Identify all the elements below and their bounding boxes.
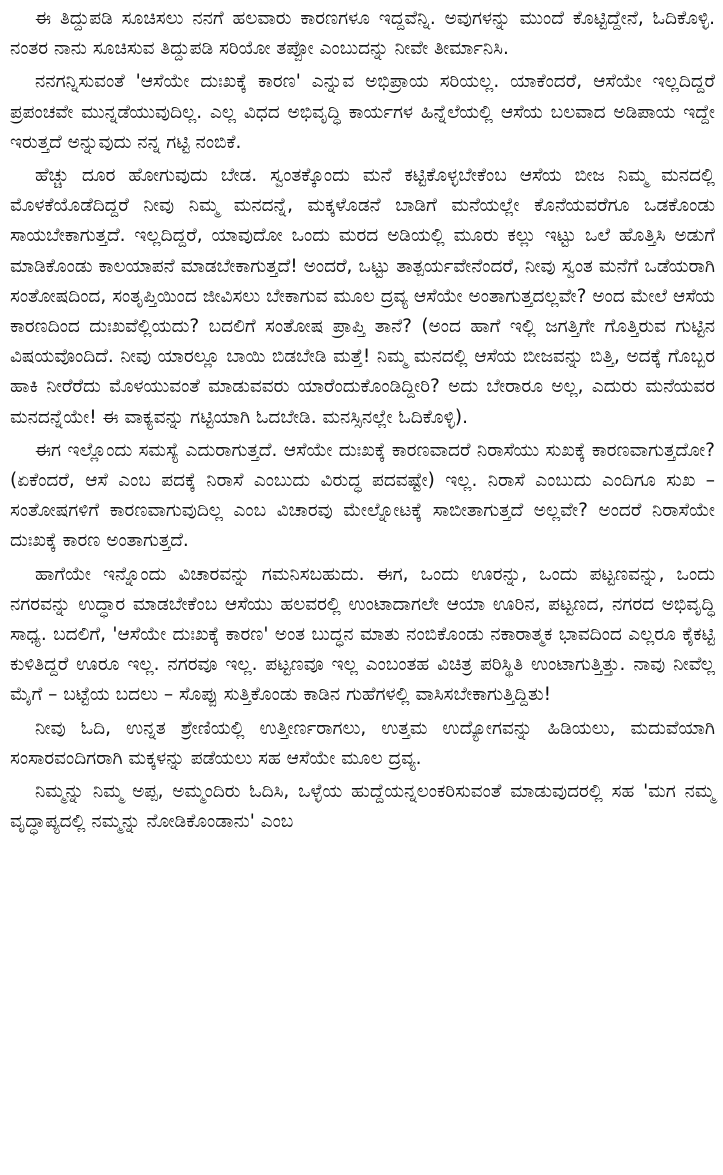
paragraph-2: ನನಗನ್ನಿಸುವಂತೆ 'ಆಸೆಯೇ ದುಃಖಕ್ಕೆ ಕಾರಣ' ಎನ್ನುವ ಅಭಿಪ್ರಾಯ ಸರಿಯಲ್ಲ. ಯಾಕೆಂದರೆ, ಆಸೆಯೇ ಇಲ್ಲದಿದ್ದರೆ ಪ್ರಪಂಚವೇ ಮುನ್ನಡೆಯುವುದಿಲ್ಲ. ಎಲ್ಲ ವಿಧದ ಅಭಿವೃದ್ಧಿ ಕಾರ್ಯಗಳ ಹಿನ್ನೆಲೆಯಲ್ಲಿ ಆಸೆಯ ಬಲವಾದ ಅಡಿಪಾಯ ಇದ್ದೇ ಇರುತ್ತದೆ ಅನ್ನುವುದು ನನ್ನ ಗಟ್ಟಿ ನಂಬಿಕೆ. [10,71,715,153]
paragraph-7: ನಿಮ್ಮನ್ನು ನಿಮ್ಮ ಅಪ್ಪ, ಅಮ್ಮಂದಿರು ಓದಿಸಿ, ಒಳ್ಳೆಯ ಹುದ್ದೆಯನ್ನಲಂಕರಿಸುವಂತೆ ಮಾಡುವುದರಲ್ಲಿ ಸಹ 'ಮಗ ನಮ್ಮ ವೃದ್ಧಾಪ್ಯದಲ್ಲಿ ನಮ್ಮನ್ನು ನೋಡಿಕೊಂಡಾನು' ಎಂಬ [10,781,715,833]
paragraph-1: ಈ ತಿದ್ದುಪಡಿ ಸೂಚಿಸಲು ನನಗೆ ಹಲವಾರು ಕಾರಣಗಳೂ ಇದ್ದವೆನ್ನಿ. ಅವುಗಳನ್ನು ಮುಂದೆ ಕೊಟ್ಟಿದ್ದೇನೆ, ಓದಿಕೊಳ್ಳಿ. ನಂತರ ನಾನು ಸೂಚಿಸುವ ತಿದ್ದುಪಡಿ ಸರಿಯೋ ತಪ್ಪೋ ಎಂಬುದನ್ನು ನೀವೇ ತೀರ್ಮಾನಿಸಿ. [10,8,715,60]
paragraph-5: ಹಾಗೆಯೇ ಇನ್ನೊಂದು ವಿಚಾರವನ್ನು ಗಮನಿಸಬಹುದು. ಈಗ, ಒಂದು ಊರನ್ನು, ಒಂದು ಪಟ್ಟಣವನ್ನು, ಒಂದು ನಗರವನ್ನು ಉದ್ಧಾರ ಮಾಡಬೇಕೆಂಬ ಆಸೆಯು ಹಲವರಲ್ಲಿ ಉಂಟಾದಾಗಲೇ ಆಯಾ ಊರಿನ, ಪಟ್ಟಣದ, ನಗರದ ಅಭಿವೃದ್ಧಿ ಸಾಧ್ಯ. ಬದಲಿಗೆ, 'ಆಸೆಯೇ ದುಃಖಕ್ಕೆ ಕಾರಣ' ಅಂತ ಬುದ್ಧನ ಮಾತು ನಂಬಿಕೊಂಡು ನಕಾರಾತ್ಮಕ ಭಾವದಿಂದ ಎಲ್ಲರೂ ಕೈಕಟ್ಟಿ ಕುಳಿತಿದ್ದರೆ ಊರೂ ಇಲ್ಲ. ನಗರವೂ ಇಲ್ಲ. ಪಟ್ಟಣವೂ ಇಲ್ಲ ಎಂಬಂತಹ ವಿಚಿತ್ರ ಪರಿಸ್ಥಿತಿ ಉಂಟಾಗುತ್ತಿತ್ತು. ನಾವು ನೀವೆಲ್ಲ ಮೈಗೆ – ಬಟ್ಟೆಯ ಬದಲು – ಸೊಪ್ಪು ಸುತ್ತಿಕೊಂಡು ಕಾಡಿನ ಗುಹೆಗಳಲ್ಲಿ ವಾಸಿಸಬೇಕಾಗುತ್ತಿದ್ದಿತು! [10,563,715,706]
paragraph-4: ಈಗ ಇಲ್ಲೊಂದು ಸಮಸ್ಯೆ ಎದುರಾಗುತ್ತದೆ. ಆಸೆಯೇ ದುಃಖಕ್ಕೆ ಕಾರಣವಾದರೆ ನಿರಾಸೆಯು ಸುಖಕ್ಕೆ ಕಾರಣವಾಗುತ್ತದೋ? (ಏಕೆಂದರೆ, ಆಸೆ ಎಂಬ ಪದಕ್ಕೆ ನಿರಾಸೆ ಎಂಬುದು ವಿರುದ್ಧ ಪದವಷ್ಟೇ) ಇಲ್ಲ. ನಿರಾಸೆ ಎಂಬುದು ಎಂದಿಗೂ ಸುಖ – ಸಂತೋಷಗಳಿಗೆ ಕಾರಣವಾಗುವುದಿಲ್ಲ ಎಂಬ ವಿಚಾರವು ಮೇಲ್ನೋಟಕ್ಕೆ ಸಾಬೀತಾಗುತ್ತದೆ ಅಲ್ಲವೇ? ಅಂದರೆ ನಿರಾಸೆಯೇ ದುಃಖಕ್ಕೆ ಕಾರಣ ಅಂತಾಗುತ್ತದೆ. [10,439,715,552]
paragraph-3: ಹೆಚ್ಚು ದೂರ ಹೋಗುವುದು ಬೇಡ. ಸ್ವಂತಕ್ಕೊಂದು ಮನೆ ಕಟ್ಟಿಕೊಳ್ಳಬೇಕೆಂಬ ಆಸೆಯ ಬೀಜ ನಿಮ್ಮ ಮನದಲ್ಲಿ ಮೊಳಕೆಯೊಡೆದಿದ್ದರೆ ನೀವು ನಿಮ್ಮ ಮನದನ್ನೆ, ಮಕ್ಕಳೊಡನೆ ಬಾಡಿಗೆ ಮನೆಯಲ್ಲೇ ಕೊನೆಯವರೆಗೂ ಒಡಕೊಂಡು ಸಾಯಬೇಕಾಗುತ್ತದೆ. ಇಲ್ಲದಿದ್ದರೆ, ಯಾವುದೋ ಒಂದು ಮರದ ಅಡಿಯಲ್ಲಿ ಮೂರು ಕಲ್ಲು ಇಟ್ಟು ಒಲೆ ಹೊತ್ತಿಸಿ ಅಡುಗೆ ಮಾಡಿಕೊಂಡು ಕಾಲಯಾಪನೆ ಮಾಡಬೇಕಾಗುತ್ತದೆ! ಅಂದರೆ, ಒಟ್ಟು ತಾತ್ಪರ್ಯವೇನೆಂದರೆ, ನೀವು ಸ್ವಂತ ಮನೆಗೆ ಒಡೆಯರಾಗಿ ಸಂತೋಷದಿಂದ, ಸಂತೃಪ್ತಿಯಿಂದ ಜೀವಿಸಲು ಬೇಕಾಗುವ ಮೂಲ ದ್ರವ್ಯ ಆಸೆಯೇ ಅಂತಾಗುತ್ತದಲ್ಲವೇ? ಅಂದ ಮೇಲೆ ಆಸೆಯ ಕಾರಣದಿಂದ ದುಃಖವೆಲ್ಲಿಯದು? ಬದಲಿಗೆ ಸಂತೋಷ ಪ್ರಾಪ್ತಿ ತಾನೆ? (ಅಂದ ಹಾಗೆ ಇಲ್ಲಿ ಜಗತ್ತಿಗೇ ಗೊತ್ತಿರುವ ಗುಟ್ಟಿನ ವಿಷಯವೊಂದಿದೆ. ನೀವು ಯಾರಲ್ಲೂ ಬಾಯಿ ಬಿಡಬೇಡಿ ಮತ್ತೆ! ನಿಮ್ಮ ಮನದಲ್ಲಿ ಆಸೆಯ ಬೀಜವನ್ನು ಬಿತ್ತಿ, ಅದಕ್ಕೆ ಗೊಬ್ಬರ ಹಾಕಿ ನೀರೆರೆದು ಮೊಳಯುವಂತೆ ಮಾಡುವವರು ಯಾರೆಂದುಕೊಂಡಿದ್ದೀರಿ? ಅದು ಬೇರಾರೂ ಅಲ್ಲ, ಎದುರು ಮನೆಯವರ ಮನದನ್ನೆಯೇ! ಈ ವಾಕ್ಯವನ್ನು ಗಟ್ಟಿಯಾಗಿ ಓದಬೇಡಿ. ಮನಸ್ಸಿನಲ್ಲೇ ಓದಿಕೊಳ್ಳಿ). [10,165,715,428]
paragraph-6: ನೀವು ಓದಿ, ಉನ್ನತ ಶ್ರೇಣಿಯಲ್ಲಿ ಉತ್ತೀರ್ಣರಾಗಲು, ಉತ್ತಮ ಉದ್ಯೋಗವನ್ನು ಹಿಡಿಯಲು, ಮದುವೆಯಾಗಿ ಸಂಸಾರವಂದಿಗರಾಗಿ ಮಕ್ಕಳನ್ನು ಪಡೆಯಲು ಸಹ ಆಸೆಯೇ ಮೂಲ ದ್ರವ್ಯ. [10,717,715,769]
